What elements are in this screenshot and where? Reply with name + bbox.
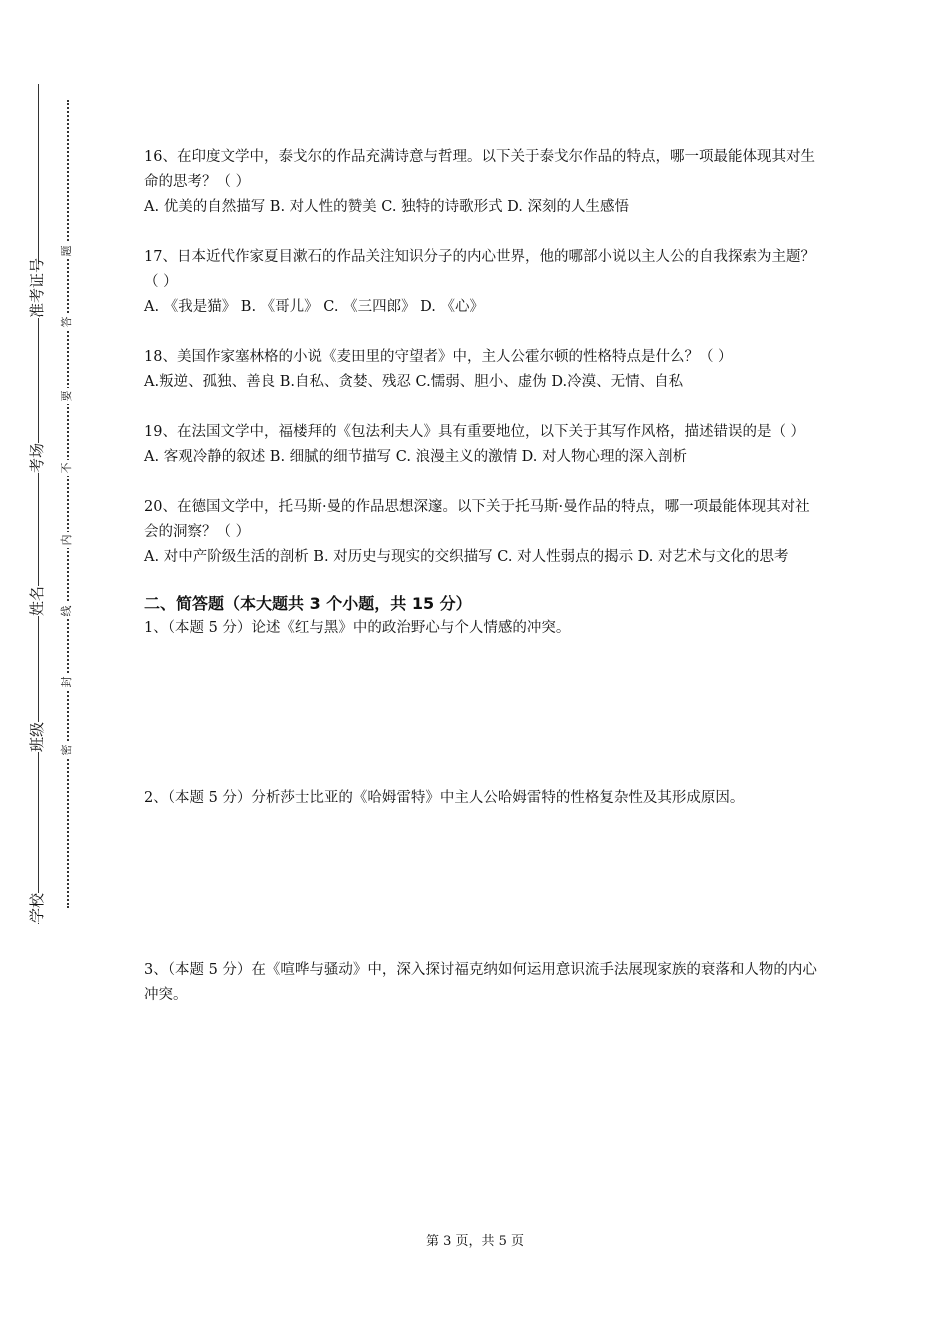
short-answer-question-1: 1、（本题 5 分）论述《红与黑》中的政治野心与个人情感的冲突。 [144, 620, 571, 636]
ticket-number-label: 准考证号 [22, 264, 52, 318]
question-options: A. 客观冷静的叙述 B. 细腻的细节描写 C. 浪漫主义的激情 D. 对人物心理的深入剖析 [144, 449, 688, 465]
page-number: 第 3 页，共 5 页 [425, 1234, 525, 1249]
seal-char: 题 [59, 243, 75, 259]
seal-char: 答 [59, 314, 75, 330]
seal-char: 内 [59, 532, 75, 548]
question-options: A. 优美的自然描写 B. 对人性的赞美 C. 独特的诗歌形式 D. 深刻的人生感悟 [144, 199, 630, 215]
question-stem: 19、在法国文学中，福楼拜的《包法利夫人》具有重要地位，以下关于其写作风格，描述错误的是（ ） [144, 424, 806, 440]
short-answer-question-3: 3、（本题 5 分）在《喧哗与骚动》中，深入探讨福克纳如何运用意识流手法展现家族的衰落和人物的内心冲突。 [144, 962, 817, 1003]
name-label: 姓名 [22, 586, 52, 616]
question-stem: 17、日本近代作家夏目漱石的作品关注知识分子的内心世界，他的哪部小说以主人公的自我探索为主题？（ ） [144, 249, 815, 290]
question-stem: 16、在印度文学中，泰戈尔的作品充满诗意与哲理。以下关于泰戈尔作品的特点，哪一项最能体现其对生命的思考？（ ） [144, 149, 815, 190]
seal-char: 封 [59, 674, 75, 690]
exam-content [144, 145, 824, 1008]
section-title: 二、简答题（本大题共 3 个小题，共 15 分） [144, 594, 472, 613]
question-stem: 18、美国作家塞林格的小说《麦田里的守望者》中，主人公霍尔顿的性格特点是什么？（ ） [144, 349, 733, 365]
question-stem: 20、在德国文学中，托马斯·曼的作品思想深邃。以下关于托马斯·曼作品的特点，哪一项最能体现其对社会的洞察？（ ） [144, 499, 810, 540]
short-answer-question-2: 2、（本题 5 分）分析莎士比亚的《哈姆雷特》中主人公哈姆雷特的性格复杂性及其形成原因。 [144, 790, 745, 806]
question-18 [144, 345, 824, 395]
binding-dotted-line [67, 100, 69, 908]
question-20 [144, 495, 824, 570]
class-label: 班级 [22, 722, 52, 752]
binding-solid-line [38, 84, 39, 924]
seal-char: 不 [59, 460, 75, 476]
seal-char: 密 [59, 742, 75, 758]
question-16 [144, 145, 824, 220]
question-options: A. 《我是猫》 B. 《哥儿》 C. 《三四郎》 D. 《心》 [144, 299, 485, 315]
seal-char: 线 [59, 603, 75, 619]
question-options: A.叛逆、孤独、善良 B.自私、贪婪、残忍 C.懦弱、胆小、虚伪 D.冷漠、无情、自私 [144, 374, 684, 390]
question-options: A. 对中产阶级生活的剖析 B. 对历史与现实的交织描写 C. 对人性弱点的揭示 D. 对艺术与文化的思考 [144, 549, 789, 565]
school-label: 学校 [22, 893, 52, 923]
question-19 [144, 420, 824, 470]
exam-room-label: 考场 [22, 443, 52, 473]
seal-char: 要 [59, 388, 75, 404]
question-17 [144, 245, 824, 320]
